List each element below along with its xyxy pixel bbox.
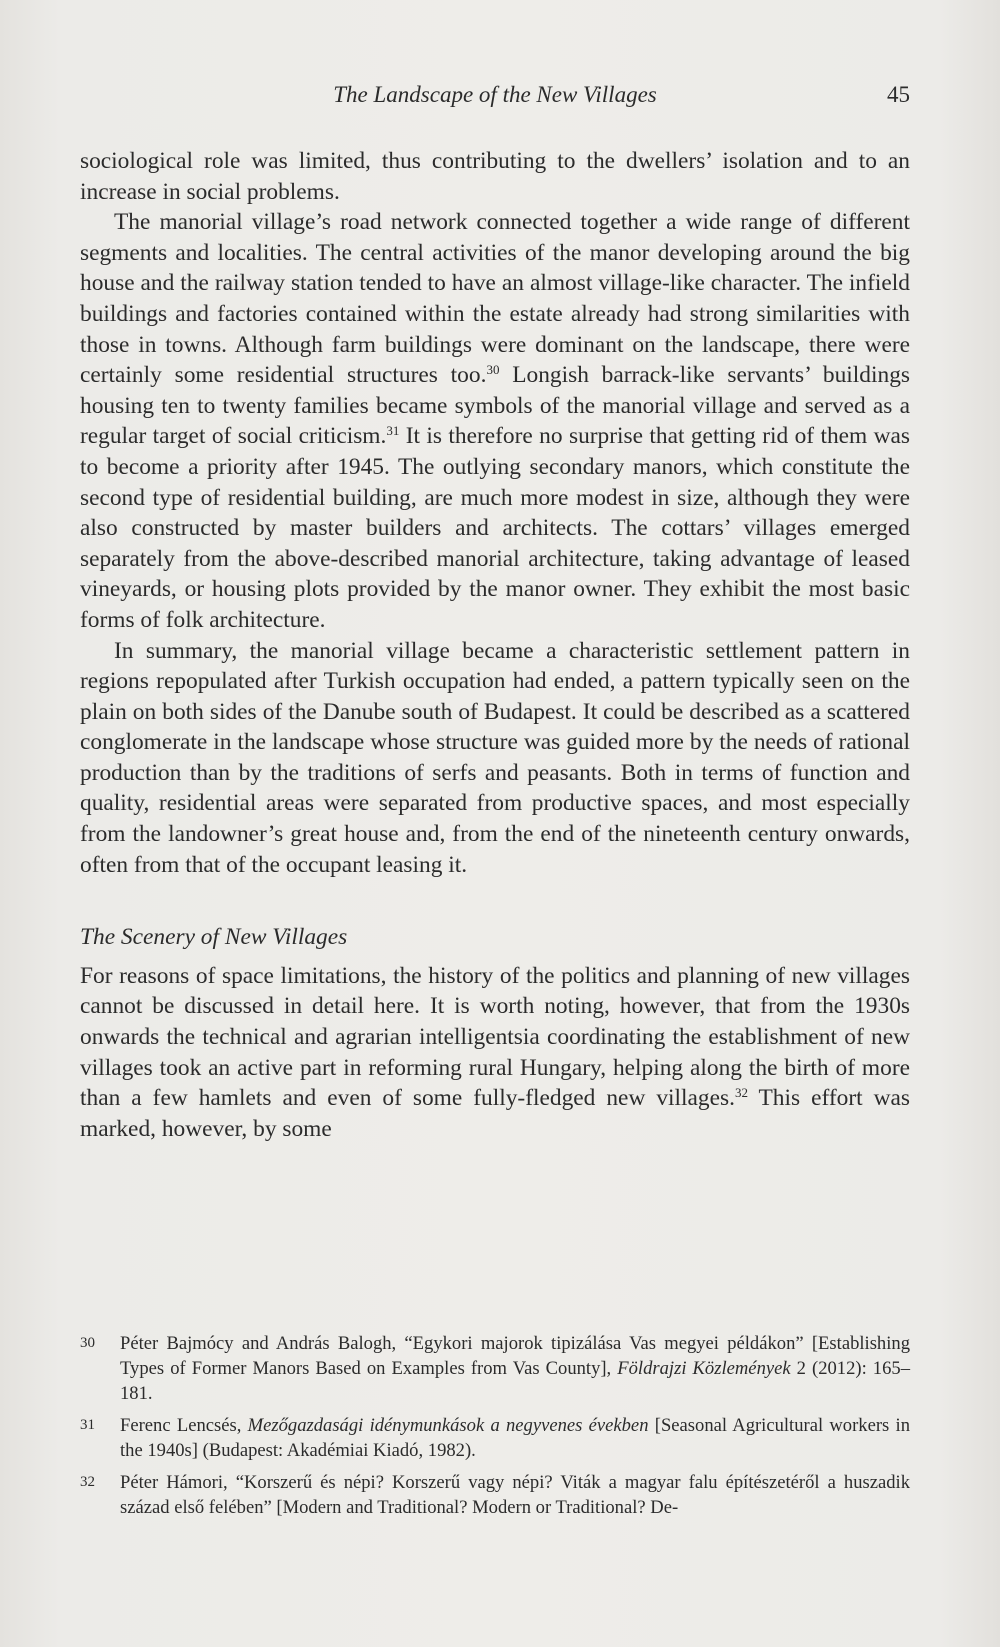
paragraph-text: For reasons of space limitations, the history of the politics and planning of new villages cannot be discussed in detail here. It is worth noting, however, that from the 1930s onwards the technical and agrarian intelligentsia coordinating the establishment of new villages took an active part in reforming rural Hungary, helping along the birth of more than a few hamlets and even of some fully-fledged new villages.: [80, 962, 910, 1112]
paragraph-text: In summary, the manorial village became a characteristic settlement pattern in regions repopulated after Turkish occupation had ended, a pattern typically seen on the plain on both sides of the Danube south of Budapest. It could be described as a scattered conglomerate in the landscape whose structure was guided more by the needs of rational production than by the traditions of serfs and peasants. Both in terms of function and quality, residential areas were separated from productive spaces, and most especially from the landowner’s great house and, from the end of the nineteenth century onwards, often from that of the occupant leasing it.: [80, 637, 910, 878]
section-heading: The Scenery of New Villages: [80, 924, 348, 951]
paragraph-3: [80, 636, 910, 881]
footnote-ref-30[interactable]: 30: [486, 362, 500, 378]
footnote-30: [80, 1331, 910, 1406]
footnote-text: Ferenc Lencsés,: [120, 1415, 248, 1436]
running-head: The Landscape of the New Villages: [333, 82, 657, 107]
footnote-number: 32: [80, 1474, 95, 1490]
page-number: 45: [887, 82, 910, 107]
paragraph-2: [80, 207, 910, 635]
footnotes: [80, 1331, 910, 1527]
footnote-31: [80, 1413, 910, 1463]
footnote-italic: Mezőgazdasági idénymunkások a negyvenes években: [247, 1415, 649, 1436]
section-paragraph: [80, 961, 910, 1145]
footnote-text: [Seasonal Agricultural workers in the 1940s] (Budapest: Akadémiai Kiadó, 1982).: [120, 1415, 910, 1461]
paragraph-text: The manorial village’s road network connected together a wide range of different segments and localities. The central activities of the manor developing around the big house and the railway station tended to have an almost village-like character. The infield buildings and factories contained within the estate already had strong similarities with those in towns. Although farm buildings were dominant on the landscape, there were certainly some residential structures too.: [80, 209, 910, 389]
footnote-text: Péter Bajmócy and András Balogh, “Egykori majorok tipizálása Vas megyei példákon” [Establishing Types of Former Manors Based on Examples from Vas County],: [120, 1333, 910, 1379]
footnote-32: [80, 1470, 910, 1520]
footnote-text: Péter Hámori, “Korszerű és népi? Korszerű vagy népi? Viták a magyar falu építészetéről a huszadik század első felében” [Modern and Traditional? Modern or Traditional? De-: [120, 1472, 910, 1518]
footnote-text: 2 (2012): 165–181.: [120, 1358, 910, 1404]
footnote-ref-32[interactable]: 32: [734, 1085, 748, 1101]
paragraph-text: It is therefore no surprise that getting rid of them was to become a priority after 1945. The outlying secondary manors, which constitute the second type of residential building, are much more modest in size, although they were also constructed by master builders and architects. The cottars’ villages emerged separately from the above-described manorial architecture, taking advantage of leased vineyards, or housing plots provided by the manor owner. They exhibit the most basic forms of folk architecture.: [80, 423, 910, 633]
footnote-ref-31[interactable]: 31: [386, 423, 400, 439]
footnote-number: 30: [80, 1335, 95, 1351]
footnote-italic: Földrajzi Közlemények: [617, 1358, 791, 1379]
paragraph-text: Longish barrack-like servants’ buildings housing ten to twenty families became symbols of the manorial village and served as a regular target of social criticism.: [80, 362, 910, 450]
footnote-number: 31: [80, 1417, 95, 1433]
paragraph-text: sociological role was limited, thus contributing to the dwellers’ isolation and to an increase in social problems.: [80, 148, 910, 205]
paragraph-text: This effort was marked, however, by some: [80, 1085, 910, 1142]
paragraph-1: [80, 146, 910, 207]
page-header: [80, 82, 910, 118]
body-text: [80, 146, 910, 1144]
